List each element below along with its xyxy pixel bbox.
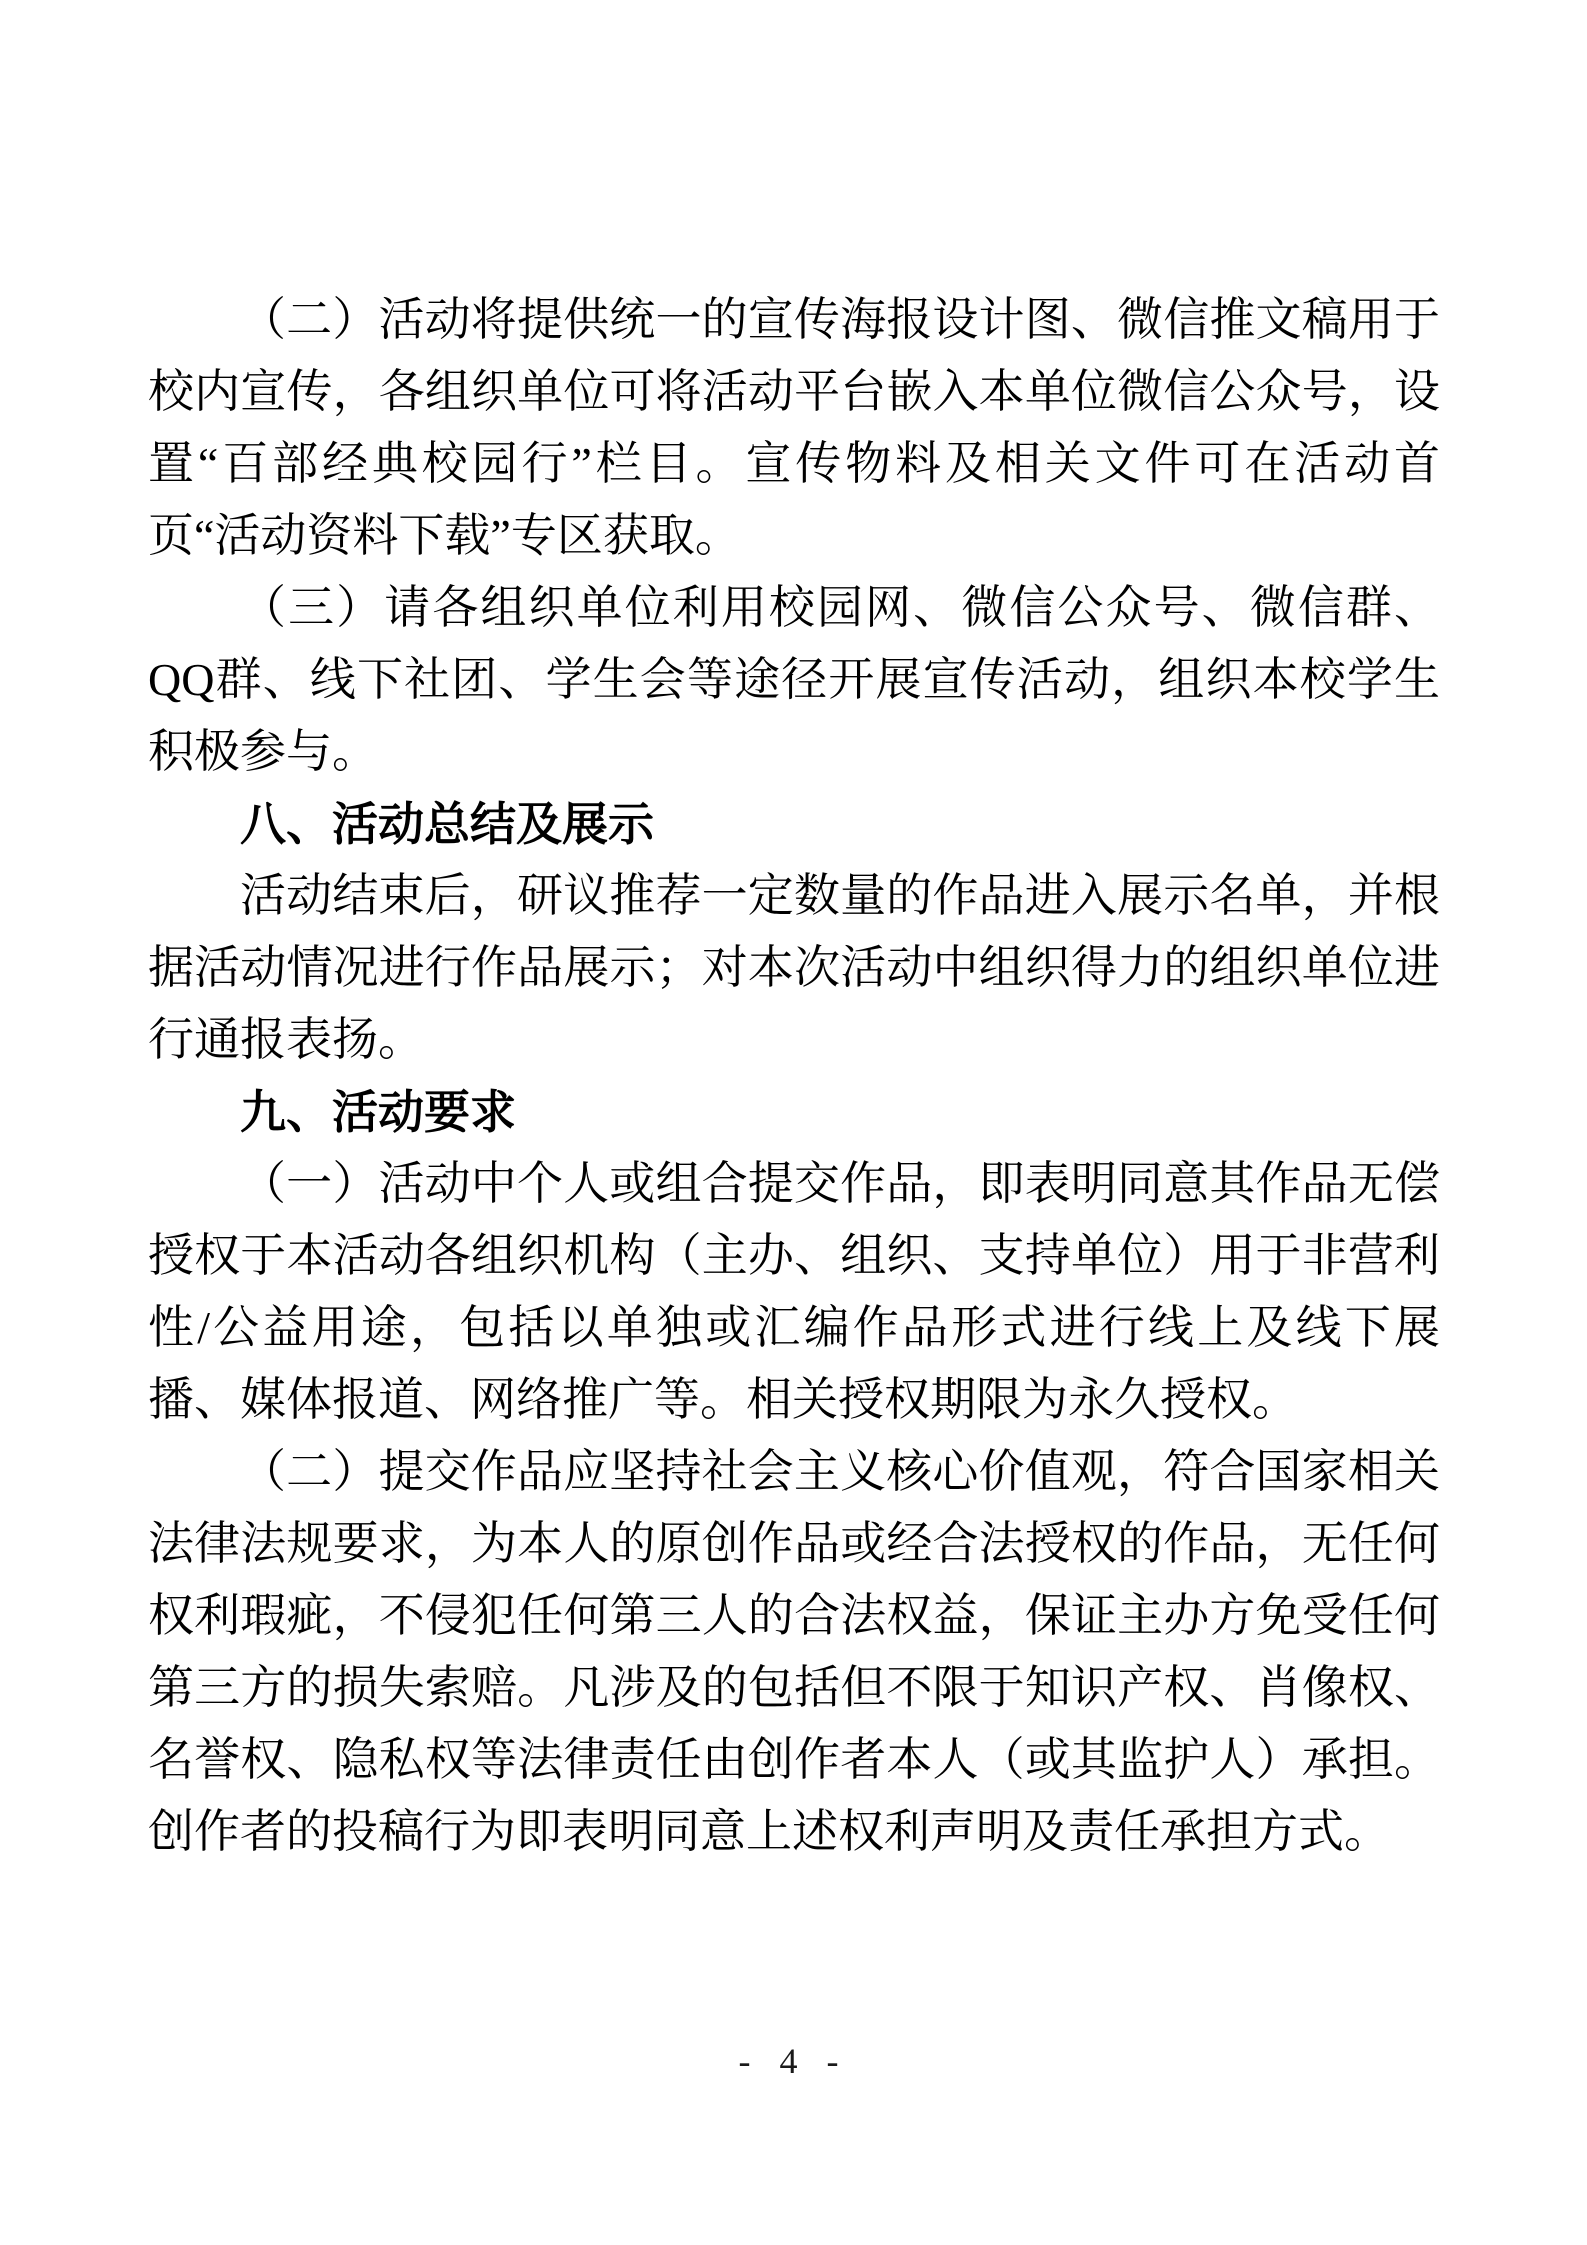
paragraph-legal-responsibility: （二）提交作品应坚持社会主义核心价值观，符合国家相关法律法规要求，为本人的原创作品或经合法授权的作品，无任何权利瑕疵，不侵犯任何第三人的合法权益，保证主办方免受任何第三方的损失索赔。凡涉及的包括但不限于知识产权、肖像权、名誉权、隐私权等法律责任由创作者本人（或其监护人）承担。创作者的投稿行为即表明同意上述权利声明及责任承担方式。 <box>148 1446 1440 1857</box>
page-number: - 4 - <box>738 2041 849 2081</box>
document-body <box>148 284 1440 1868</box>
paragraph-authorization: （一）活动中个人或组合提交作品，即表明同意其作品无偿授权于本活动各组织机构（主办、组织、支持单位）用于非营利性/公益用途，包括以单独或汇编作品形式进行线上及线下展播、媒体报道、网络推广等。相关授权期限为永久授权。 <box>148 1158 1440 1425</box>
paragraph-promotion-materials: （二）活动将提供统一的宣传海报设计图、微信推文稿用于校内宣传，各组织单位可将活动平台嵌入本单位微信公众号，设置“百部经典校园行”栏目。宣传物料及相关文件可在活动首页“活动资料下载”专区获取。 <box>148 294 1440 561</box>
page-footer <box>0 2040 1587 2082</box>
paragraph-promotion-channels: （三）请各组织单位利用校园网、微信公众号、微信群、QQ群、线下社团、学生会等途径开展宣传活动，组织本校学生积极参与。 <box>148 582 1440 777</box>
section-heading-requirements: 九、活动要求 <box>240 1086 516 1138</box>
paragraph-summary-exhibition: 活动结束后，研议推荐一定数量的作品进入展示名单，并根据活动情况进行作品展示；对本次活动中组织得力的组织单位进行通报表扬。 <box>148 870 1440 1065</box>
section-heading-summary-exhibition: 八、活动总结及展示 <box>240 798 654 850</box>
